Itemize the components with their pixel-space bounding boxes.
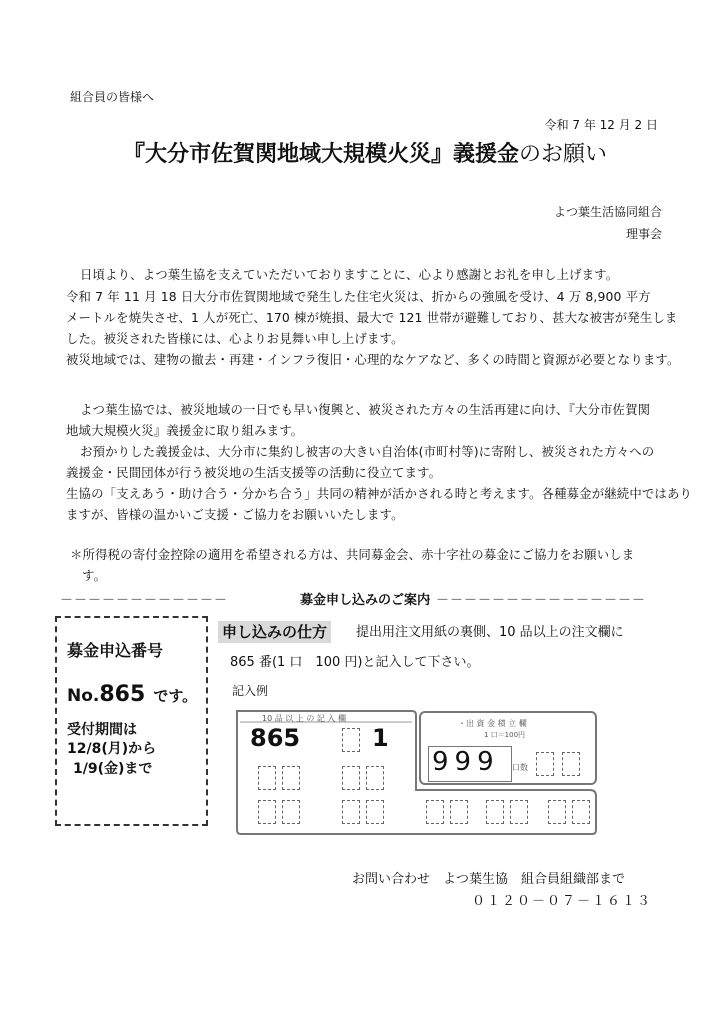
fund-cell: [536, 752, 554, 776]
fund-count-label: 口数: [512, 763, 528, 772]
divider-dashes-left: －－－－－－－－－－－－: [60, 593, 229, 608]
tax-note-cont: す。: [82, 568, 107, 583]
section-divider: [60, 592, 672, 610]
fund-cell: [562, 752, 580, 776]
item-cell: [258, 800, 276, 824]
item-cell: [450, 800, 468, 824]
item-cell: [366, 766, 384, 790]
contact-line: お問い合わせ よつ葉生協 組合員組織部まで: [352, 872, 626, 887]
page-title: [70, 141, 660, 169]
item-cell: [510, 800, 528, 824]
divider-dashes-right: ・－－－－－－－－－－－－－－－: [422, 593, 647, 608]
contact-phone: ０１２０－０７－１６１３: [472, 894, 653, 909]
item-qty: 1: [372, 724, 389, 752]
item-cell: [282, 800, 300, 824]
item-cell: [282, 766, 300, 790]
item-code: 865: [250, 724, 301, 752]
howto-label: 申し込みの仕方: [218, 621, 331, 643]
board-name: 理事会: [625, 227, 662, 241]
divider-label: 募金申し込みのご案内: [300, 593, 431, 608]
example-form: [236, 708, 600, 836]
period-label: 受付期間は: [67, 722, 137, 738]
box-title: 募金申込番号: [67, 641, 164, 660]
item-cell: [258, 766, 276, 790]
fund-value: 999: [432, 747, 500, 777]
org-name: よつ葉生活協同組合: [553, 205, 662, 219]
period-from: 12/8(月)から: [67, 741, 157, 757]
donation-number: [67, 682, 197, 707]
item-cell: [342, 800, 360, 824]
body-p2-line: 生協の「支えあう・助け合う・分かち合う」共同の精神が活かされる時と考えます。各種募金が継続中ではあり: [66, 486, 693, 501]
item-cell: [572, 800, 590, 824]
body-p2-line: ますが、皆様の温かいご支援・ご協力をお願いいたします。: [66, 507, 404, 522]
item-cell: [486, 800, 504, 824]
no-value: 865: [99, 682, 146, 707]
fund-unit: 1 口＝100円: [484, 731, 526, 739]
item-cell: [342, 766, 360, 790]
howto-line2: 865 番(1 口 100 円)と記入して下さい。: [230, 655, 480, 670]
no-suffix: です。: [153, 687, 198, 705]
body-p1-line: メートルを焼失させ、1 人が死亡、170 棟が焼損、最大で 121 世帯が避難しており、甚大な被害が発生しま: [66, 310, 678, 325]
donation-number-box: [55, 616, 208, 826]
howto-line1: 提出用注文用紙の裏側、10 品以上の注文欄に: [356, 625, 624, 640]
example-label: 記入例: [232, 684, 269, 698]
body-p2-line: お預かりした義援金は、大分市に集約し被害の大きい自治体(市町村等)に寄附し、被災された方々への: [80, 444, 655, 459]
tax-note: ＊所得税の寄付金控除の適用を希望される方は、共同募金会、赤十字社の募金にご協力をお願いしま: [70, 547, 635, 562]
recipient: 組合員の皆様へ: [70, 90, 155, 104]
qty-cell: [342, 728, 360, 752]
body-p2-line: よつ葉生協では、被災地域の一日でも早い復興と、被災された方々の生活再建に向け、『大分市佐賀関: [80, 402, 651, 417]
item-cell: [548, 800, 566, 824]
no-prefix: No.: [67, 686, 100, 706]
fund-header: ・出 資 金 積 立 欄: [458, 719, 527, 728]
item-cell: [426, 800, 444, 824]
items-header: 10 品 以 上 の 記 入 欄: [262, 714, 346, 723]
body-p2-line: 義援金・民間団体が行う被災地の生活支援等の活動に役立てます。: [66, 465, 442, 480]
issue-date: 令和 7 年 12 月 2 日: [544, 118, 658, 132]
body-p1-line: した。被災された皆様には、心よりお見舞い申し上げます。: [66, 331, 404, 346]
title-bold: 『大分市佐賀関地域大規模火災』義援金: [122, 142, 519, 167]
body-p1-line: 令和 7 年 11 月 18 日大分市佐賀関地域で発生した住宅火災は、折からの強風を受け、4 万 8,900 平方: [66, 289, 651, 304]
body-p1-line: 日頃より、よつ葉生協を支えていただいておりますことに、心より感謝とお礼を申し上げます。: [80, 267, 619, 282]
item-cell: [366, 800, 384, 824]
body-p1-line: 被災地域では、建物の撤去・再建・インフラ復旧・心理的なケアなど、多くの時間と資源が必要となります。: [66, 352, 680, 367]
period-to: 1/9(金)まで: [73, 761, 153, 777]
body-p2-line: 地域大規模火災』義援金に取り組みます。: [66, 423, 304, 438]
title-rest: のお願い: [519, 142, 608, 167]
